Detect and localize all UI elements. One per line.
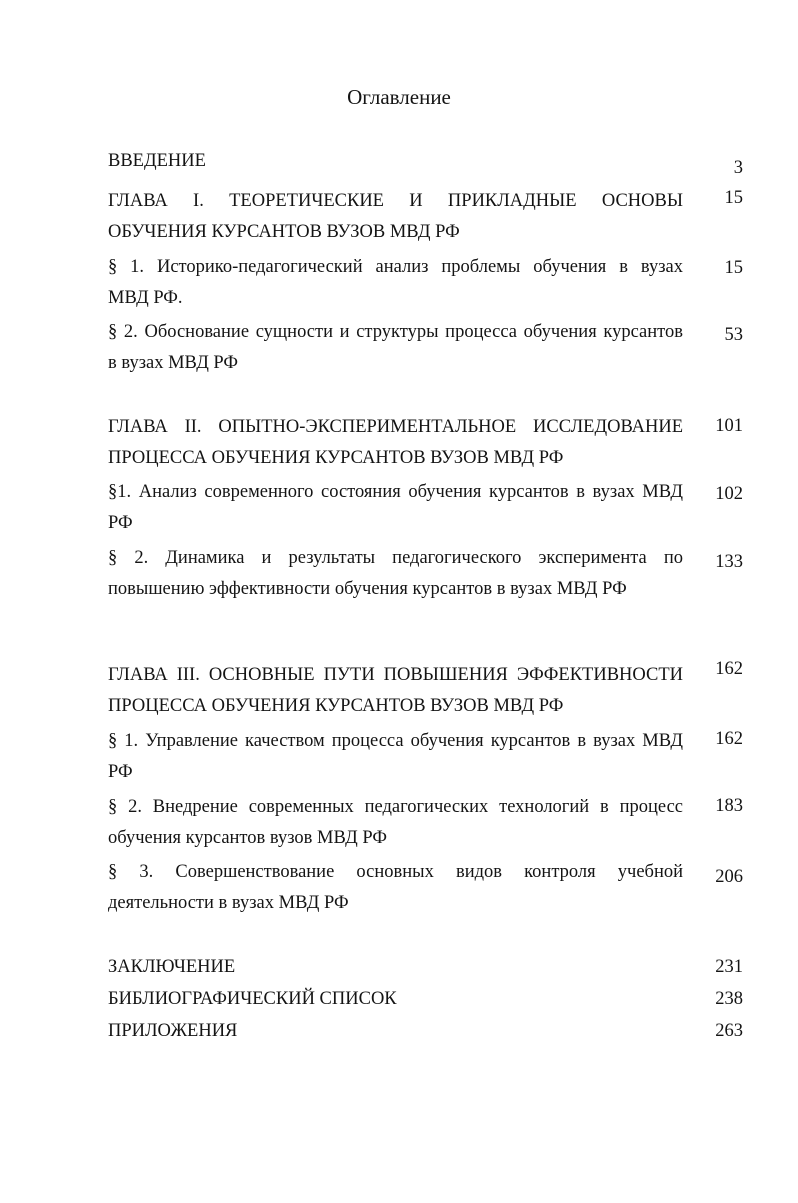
toc-page-number: 3 [733, 158, 743, 178]
toc-entry-text: ПРОЦЕССА ОБУЧЕНИЯ КУРСАНТОВ ВУЗОВ МВД РФ [108, 448, 564, 468]
toc-page-number: 162 [715, 659, 743, 679]
toc-entry-text: МВД РФ. [108, 288, 183, 308]
toc-page-number: 15 [724, 188, 743, 208]
toc-entry-section-3-2 [108, 792, 683, 854]
toc-entry-text: § 2. Обоснование сущности и структуры процесса обучения курсантов [108, 322, 683, 342]
toc-entry-introduction [108, 146, 683, 177]
toc-page-number: 206 [715, 867, 743, 887]
toc-entry-text: деятельности в вузах МВД РФ [108, 893, 349, 913]
toc-entry-text: ВВЕДЕНИЕ [108, 151, 206, 171]
toc-entry-section-3-3 [108, 857, 683, 919]
toc-entry-text: § 2. Внедрение современных педагогических технологий в процесс [108, 797, 683, 817]
toc-entry-text: БИБЛИОГРАФИЧЕСКИЙ СПИСОК [108, 989, 397, 1009]
toc-entry-text: повышению эффективности обучения курсантов в вузах МВД РФ [108, 579, 627, 599]
toc-entry-text: ПРОЦЕССА ОБУЧЕНИЯ КУРСАНТОВ ВУЗОВ МВД РФ [108, 696, 564, 716]
toc-entry-appendices [108, 1016, 683, 1047]
toc-entry-text: РФ [108, 762, 133, 782]
toc-page-number: 15 [724, 258, 743, 278]
toc-page-number: 133 [715, 552, 743, 572]
toc-entry-text: ОБУЧЕНИЯ КУРСАНТОВ ВУЗОВ МВД РФ [108, 222, 460, 242]
toc-entry-text: ЗАКЛЮЧЕНИЕ [108, 957, 236, 977]
toc-entry-text: ГЛАВА III. ОСНОВНЫЕ ПУТИ ПОВЫШЕНИЯ ЭФФЕКТИВНОСТИ [108, 665, 683, 685]
toc-entry-text: в вузах МВД РФ [108, 353, 239, 373]
toc-entry-text: § 3. Совершенствование основных видов контроля учебной [108, 862, 683, 882]
toc-entry-text: § 2. Динамика и результаты педагогического эксперимента по [108, 548, 683, 568]
toc-entry-bibliography [108, 984, 683, 1015]
toc-page-number: 263 [715, 1021, 743, 1041]
toc-entry-section-2-2 [108, 543, 683, 605]
toc-entry-text: ПРИЛОЖЕНИЯ [108, 1021, 238, 1041]
toc-page-number: 53 [724, 325, 743, 345]
toc-page-number: 162 [715, 729, 743, 749]
toc-entry-text: § 1. Историко-педагогический анализ проблемы обучения в вузах [108, 257, 683, 277]
toc-entry-text: ГЛАВА I. ТЕОРЕТИЧЕСКИЕ И ПРИКЛАДНЫЕ ОСНОВЫ [108, 191, 683, 211]
toc-page-number: 238 [715, 989, 743, 1009]
toc-entry-text: § 1. Управление качеством процесса обучения курсантов в вузах МВД [108, 731, 683, 751]
toc-entry-section-2-1 [108, 477, 683, 539]
toc-entry-section-1-1 [108, 252, 683, 314]
toc-entry-section-1-2 [108, 317, 683, 379]
page-title: Оглавление [347, 85, 451, 109]
toc-entry-chapter-1 [108, 186, 683, 248]
toc-entry-section-3-1 [108, 726, 683, 788]
toc-entry-text: обучения курсантов вузов МВД РФ [108, 828, 387, 848]
toc-page-number: 231 [715, 957, 743, 977]
toc-page-number: 102 [715, 484, 743, 504]
toc-entry-chapter-2 [108, 412, 683, 474]
toc-entry-chapter-3 [108, 660, 683, 722]
toc-entry-conclusion [108, 952, 683, 983]
toc-entry-text: РФ [108, 513, 133, 533]
toc-page-number: 183 [715, 796, 743, 816]
toc-page-number: 101 [715, 416, 743, 436]
toc-entry-text: §1. Анализ современного состояния обучения курсантов в вузах МВД [108, 482, 683, 502]
toc-entry-text: ГЛАВА II. ОПЫТНО-ЭКСПЕРИМЕНТАЛЬНОЕ ИССЛЕДОВАНИЕ [108, 417, 683, 437]
